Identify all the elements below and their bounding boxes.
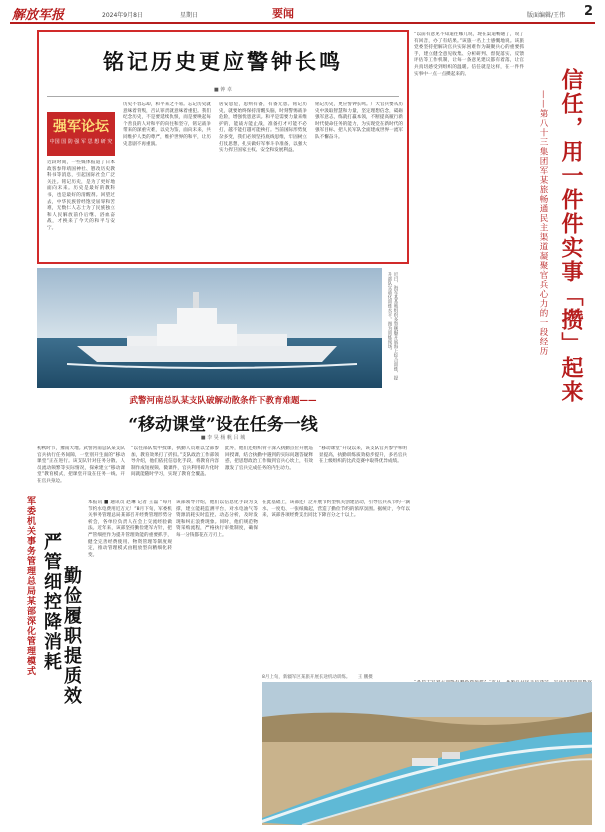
ship-illustration bbox=[37, 268, 382, 388]
canal-photo bbox=[262, 682, 592, 825]
ship-caption: 近日，海军某基地组织多型舰艇开展海上综合训练，提升部队实战化训练水平。图为训练现场。 bbox=[387, 272, 398, 380]
mobile-class-text-col4: “移动课堂”开设以来，该支队官兵参学率明显提高，执勤训练质效稳步提升，多名官兵在上级组织的比武竞赛中取得优异成绩。 bbox=[319, 446, 407, 465]
right-article-subtitle: ——第八十三集团军某旅畅通民主渠道凝聚官兵心力的一段经历 bbox=[538, 90, 548, 356]
right-article-headline: 信任，用一件件实事「攒」起来 bbox=[558, 68, 584, 404]
issue-date: 2024年9月8日 bbox=[102, 12, 143, 19]
feature-byline: ■ 钟 卓 bbox=[214, 87, 232, 93]
mobile-class-headline: “移动课堂”设在任务一线 bbox=[128, 415, 318, 435]
section-title: 要闻 bbox=[272, 7, 294, 20]
masthead bbox=[10, 4, 595, 24]
ship-photo bbox=[37, 268, 382, 388]
bottom-article-subtitle: 军委机关事务管理总局某部深化管理模式 bbox=[25, 496, 35, 676]
feature-divider bbox=[47, 96, 399, 97]
bottom-article-text-col3: 在此基础上，该部还广泛开展节约型机关创建活动，引导官兵从节约一滴水、一度电、一张纸做起，营造了勤俭节约的浓厚氛围。据统计，今年以来，该部各项经费支出同比下降百分之十以上。 bbox=[262, 500, 410, 519]
newspaper-logo: 解放军报 bbox=[12, 8, 65, 23]
feature-text-col3: 居安思危，思则有备，有备无患。铭记历史，就要始终保持清醒头脑，时刻警惕战争危险，增强忧患意识。和平是需要力量来维护的，能战方能止战，准备打才可能不必打，越不能打越可能挨打。当前国际形势复杂多变，我们必须坚持底线思维，牢固树立打仗思想，扎实做好军事斗争准备，以强大实力捍卫国家主权、安全和发展利益。 bbox=[219, 102, 307, 154]
bottom-article-text-col2: 该部领导介绍，他们以信息化手段为支撑，建立能耗监测平台，对水电油气等资源消耗实时监控、动态分析，及时发现和纠正浪费现象。同时，他们规范物资采购流程，严格执行审批制度，确保每一分钱都花在刀刃上。 bbox=[176, 500, 258, 538]
page-number: 2 bbox=[583, 4, 593, 19]
feature-text-col4: 铭记历史，更应警钟长鸣。广大官兵要从历史中汲取智慧和力量，坚定理想信念，砥砺强军意志，练就打赢本领，不断提高履行新时代使命任务的能力，为实现党在新时代的强军目标、把人民军队全面建成世界一流军队不懈奋斗。 bbox=[315, 102, 403, 140]
feature-text-col2: 历史不容忘却，和平来之不易。忘记历史就意味着背叛，否认罪责就意味着重犯。我们纪念历史，不是要延续仇恨，而是要唤起每个善良的人对和平的向往和坚守，铭记战争带来的深重灾难，以史为鉴，面向未来，共同维护人类的尊严，维护世界的和平，让历史悲剧不再重演。 bbox=[123, 102, 211, 147]
column-banner bbox=[47, 112, 115, 156]
mobile-class-text-col2: “以往部队集中授课，执勤人员难以全部参加，教育效果打了折扣。”支队政治工作部领导介绍，他们依托信息化手段，将教育内容制作成短视频、微课件，官兵利用碎片化时间就能随时学习，实现了教育全覆盖。 bbox=[131, 446, 219, 478]
feature-text-col1: 近段时间，一些媒体报道了日本政客参拜靖国神社、篡改历史教科书等消息，引起国际社会广泛关注。铭记历史，是为了更好地面向未来。历史是最好的教科书，也是最好的清醒剂。回望过去，中华民族曾经饱受屈辱和苦难，无数仁人志士为了民族独立和人民解放前仆后继、浴血奋战，才换来了今天的和平与安宁。 bbox=[47, 160, 115, 231]
feature-commentary bbox=[37, 30, 409, 264]
page-editors: 版面编辑/王伟 bbox=[526, 12, 565, 19]
canal-photo-caption bbox=[262, 674, 373, 680]
mobile-class-text-col1: 初秋时节，豫南大地。武警河南总队某支队官兵执行任务间隙，一堂别开生面的“移动课堂”正在进行。该支队针对任务分散、人员流动频繁等实际情况，探索建立“移动课堂”教育模式，把课堂开设在任务一线、开在官兵身边。 bbox=[37, 446, 125, 484]
canal-photo-caption-text: 8月上旬，新疆军区某旅开展长途机动训练。 bbox=[262, 675, 351, 680]
mobile-class-kicker: 武警河南总队某支队破解动散条件下教育难题—— bbox=[129, 396, 317, 406]
right-article-text-mid: “以前有意见不知道往哪儿说，现在渠道畅通了，说了有回音，办了有结果。”该旅一名上士感慨地说。该旅党委坚持把解决官兵实际困难作为凝聚兵心的重要抓手，建立健全意见收集、分析研判、督促落实、反馈评估等工作机制，让每一条意见建议都有着落，让官兵真切感受到组织的温暖。信任就是这样，在一件件实事中一点一点攒起来的。 bbox=[414, 32, 524, 77]
issue-weekday: 星期日 bbox=[180, 12, 199, 19]
mobile-class-text-col3: 此外，他们还组织骨干深入执勤点位开展巡回授课，结合执勤中遇到的实际问题答疑释惑，把思想政治工作做到官兵心坎上，有效激发了官兵完成任务的内生动力。 bbox=[225, 446, 313, 471]
column-banner-title: 强军论坛 bbox=[53, 119, 109, 135]
bottom-article-text-col1: 本报讯 ■ 通讯员 赵琳 记者 王磊 “每月节约水电费用近万元！”8月下旬，军委机关事务管理总局某部召开经费管理形势分析会，各单位负责人在会上交流经验做法。近年来，该部坚持勤俭建军方针，把严管细控作为提升管理效能的重要抓手，健全完善经费使用、物资管理等制度规定，推动管理模式由粗放型向精细化转变。 bbox=[88, 500, 172, 558]
bottom-article-headline-2: 勤俭履职提质效 bbox=[61, 566, 82, 706]
canal-photo-credit: 王 鹏摄 bbox=[357, 675, 373, 680]
canal-illustration bbox=[262, 682, 592, 825]
feature-headline: 铭记历史更应警钟长鸣 bbox=[103, 49, 343, 74]
mobile-class-byline: ■ 李 昊 杨 帆 吕 城 bbox=[200, 435, 246, 441]
column-banner-subtitle: 中国 国 防 强 军 思 想 研 究 bbox=[49, 139, 113, 145]
bottom-article-headline-1: 严管细控降消耗 bbox=[41, 532, 62, 672]
